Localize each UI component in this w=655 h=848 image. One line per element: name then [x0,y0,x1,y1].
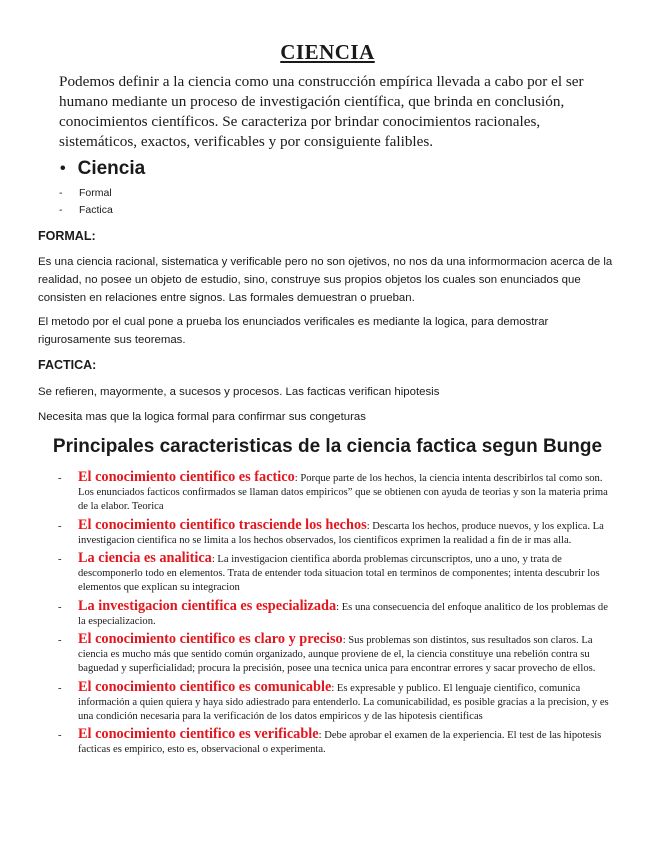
heading-formal: FORMAL: [38,229,96,243]
page-title: CIENCIA [280,40,375,64]
characteristic-text: : Es expresable y publico. El lenguaje cientifico, comunica información a quien quiera y haya sido adiestrado para entenderlo. La comunicabilidad, es posible gracias a la precision, y es una condición necesaria para la verificación de los datos empiricos y de las hipotesis cientificas [78,682,609,723]
characteristic-text: : Es una consecuencia del enfoque analitico de los problemas de la especializacion. [78,601,608,627]
factica-paragraph-2: Necesita mas que la logica formal para confirmar sus congeturas [38,411,366,423]
bullet-ciencia [60,158,145,180]
formal-paragraph-2: El metodo por el cual pone a prueba los enunciados verificales es mediante la logica, para demostrar rigurosamente sus teoremas. [38,316,549,346]
list-item: - La investigacion cientifica es especializada: Es una consecuencia del enfoque analitico de los problemas de la especializacion. [58,597,608,627]
characteristic-key: El conocimiento cientifico es comunicable [78,678,332,695]
characteristic-text: : Descarta los hechos, produce nuevos, y los explica. La investigacion cientifica no se limita a los hechos observados, los cientificos exprimen la realidad a fin de ir mas alla. [78,520,604,546]
section-title-bunge: Principales caracteristicas de la ciencia factica segun Bunge [52,436,603,457]
list-item: - El conocimiento cientifico es factico: Porque parte de los hechos, la ciencia intenta describirlos tal como son. Los enunciados facticos confirmados se llaman datos empiricos” que se obtienen con ayuda de teorias y son la materia prima de la elabor. Teorica [58,469,608,513]
characteristic-text: : Sus problemas son distintos, sus resultados son claros. La ciencia es mucho más que sentido común organizado, aunque proviene de el, la ciencia constituye una rebelión contra su baguedad y superficialidad; procura la precisión, posee una tecnica unica para encontrar errores y sacar provecho de ellos. [78,635,596,675]
characteristics-list [58,470,618,761]
subitem-formal: - Formal [59,187,112,199]
list-item: - La ciencia es analitica: La investigacion cientifica aborda problemas circunscriptos, uno a uno, y trata de descomponerlo todo en elementos. Trata de entender toda situacion total en terminos de componentes; intenta descubrir los elementos que explican su integracion [58,550,600,594]
characteristic-key: El conocimiento cientifico es factico [78,469,295,485]
dash-marker: - [59,187,63,199]
characteristic-text: : Porque parte de los hechos, la ciencia intenta describirlos tal como son. Los enunciados facticos confirmados se llaman datos empiricos” que se obtienen con ayuda de teorias y son la materia prima de la elabor. Teorica [78,473,608,513]
characteristic-key: La investigacion cientifica es especializada [78,597,337,614]
list-item: - El conocimiento cientifico trasciende los hechos: Descarta los hechos, produce nuevos, y los explica. La investigacion cientifica no se limita a los hechos observados, los cientificos exprimen la realidad a fin de ir mas alla. [58,516,604,546]
characteristic-text: : Debe aprobar el examen de la experiencia. El test de las hipotesis facticas es empirico, esto es, observacional o experimenta. [78,730,602,756]
characteristic-key: La ciencia es analitica [78,550,212,567]
heading-factica: FACTICA: [38,358,97,372]
list-item: - El conocimiento cientifico es comunicable: Es expresable y publico. El lenguaje cientifico, comunica información a quien quiera y haya sido adiestrado para entenderlo. La comunicabilidad, es posible gracias a la precision, y es una condición necesaria para la verificación de los datos empiricos y de las hipotesis cientificas [58,678,609,723]
list-item: - El conocimiento cientifico es verificable: Debe aprobar el examen de la experiencia. El test de las hipotesis facticas es empirico, esto es, observacional o experimenta. [58,726,602,756]
characteristic-key: El conocimiento cientifico trasciende los hechos [78,516,367,533]
subitem-factica: - Factica [59,204,113,216]
characteristic-text: : La investigacion cientifica aborda problemas circunscriptos, uno a uno, y trata de descomponerlo todo en elementos. Trata de entender toda situacion total en terminos de componentes; intenta descubrir los elementos que explican su integracion [78,554,600,594]
characteristic-key: El conocimiento cientifico es claro y preciso [78,631,343,648]
bullet-label: Ciencia [77,158,146,179]
dash-marker: - [59,204,63,216]
characteristic-key: El conocimiento cientifico es verificable [78,726,319,743]
formal-paragraph-1: Es una ciencia racional, sistematica y verificable pero no son ojetivos, no nos da una informormacion acerca de la realidad, no posee un objeto de estudio, sino, construye sus propios objetos los cuales son enunciados que consisten en relaciones entre signos. Las formales demuestran o prueban. [38,256,613,304]
bullet-dot-icon: • [60,160,66,177]
intro-paragraph: Podemos definir a la ciencia como una construcción empírica llevada a cabo por el ser humano mediante un proceso de investigación científica, que brinda en conclusión, conocimientos científicos. Se caracteriza por brindar conocimientos racionales, sistemáticos, exactos, verificables y por consiguiente falibles. [59,73,584,150]
factica-paragraph-1: Se refieren, mayormente, a sucesos y procesos. Las facticas verifican hipotesis [38,386,440,398]
list-item: - El conocimiento cientifico es claro y preciso: Sus problemas son distintos, sus resultados son claros. La ciencia es mucho más que sentido común organizado, aunque proviene de el, la ciencia constituye una rebelión contra su baguedad y superficialidad; procura la precisión, posee una tecnica unica para encontrar errores y sacar provecho de ellos. [58,631,596,675]
